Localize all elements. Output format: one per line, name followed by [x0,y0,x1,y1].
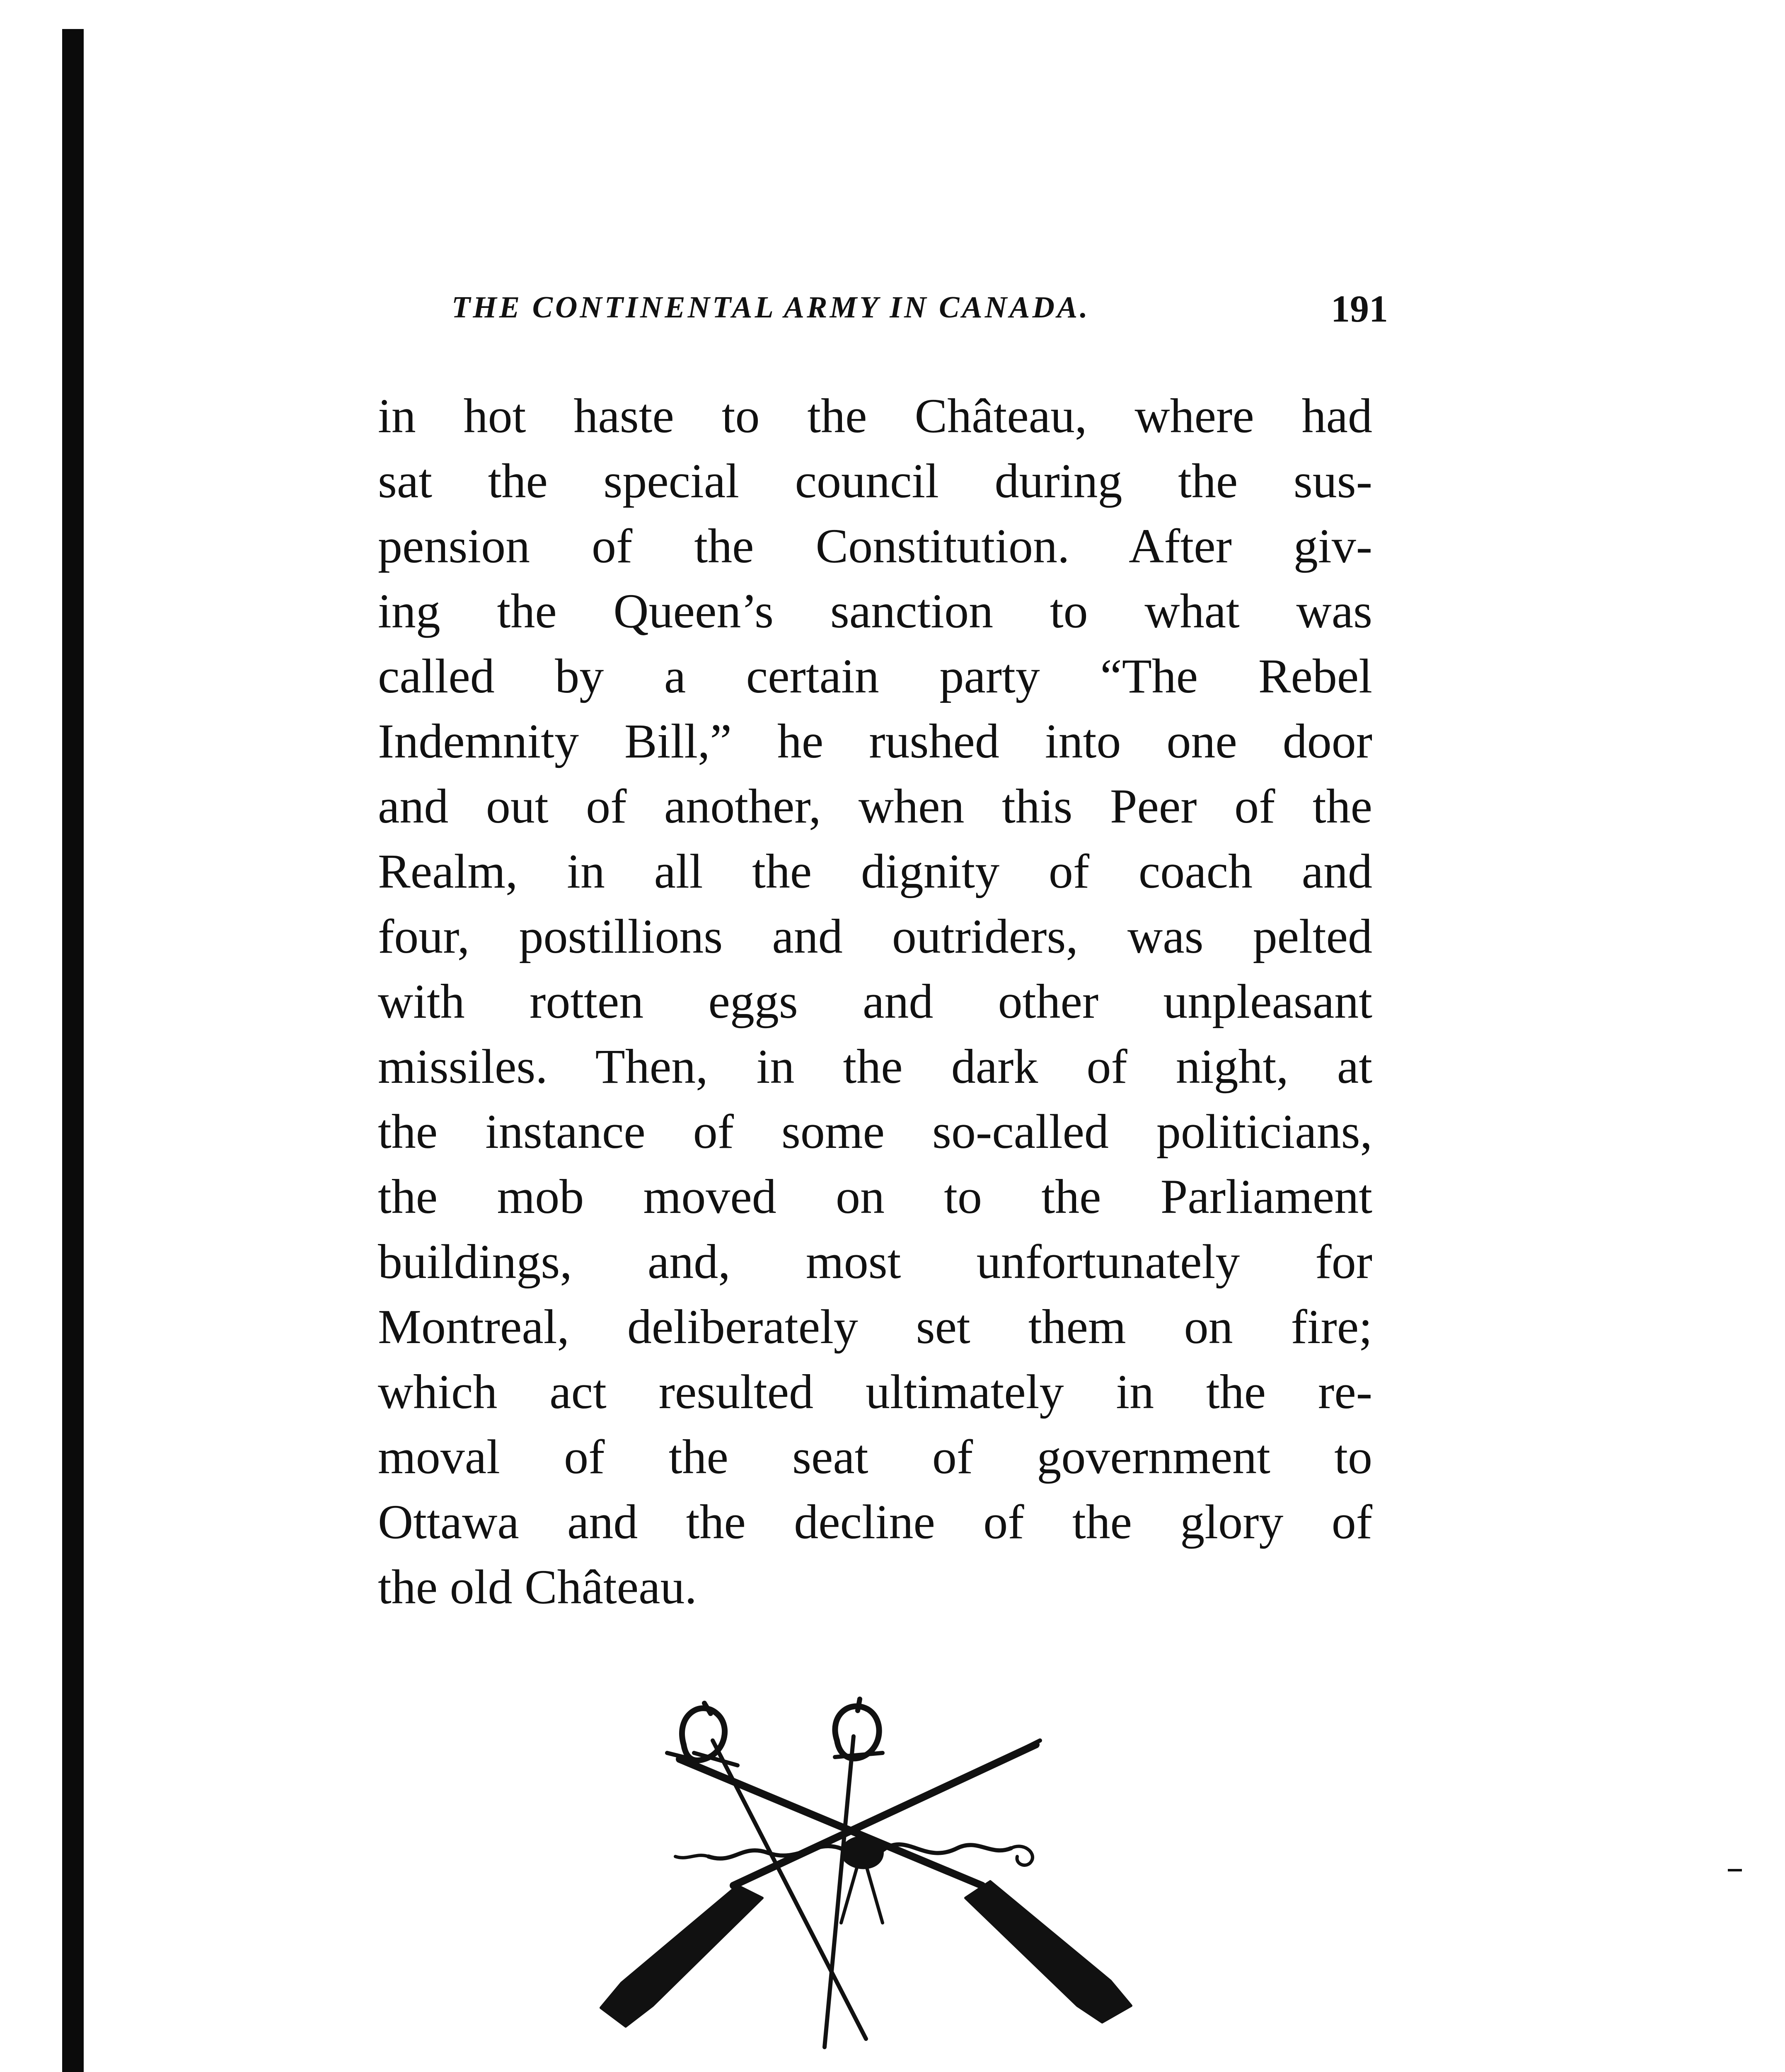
text-line: the old Château. [378,1560,697,1614]
body-text [378,383,1372,1619]
text-line: buildings, and, most unfortunately for [378,1234,1372,1289]
text-line: and out of another, when this Peer of the [378,779,1372,833]
crossed-muskets-and-swords-icon [593,1691,1144,2064]
text-line: with rotten eggs and other unpleasant [378,974,1372,1029]
scan-speck [1728,1869,1742,1871]
text-line: Indemnity Bill,” he rushed into one door [378,714,1372,768]
text-line: the instance of some so-called politicians, [378,1104,1372,1159]
text-line: pension of the Constitution. After giv- [378,519,1372,573]
scanned-binding-edge [62,29,84,2072]
text-line: Ottawa and the decline of the glory of [378,1495,1372,1549]
text-line: the mob moved on to the Parliament [378,1169,1372,1224]
text-line: Montreal, deliberately set them on fire; [378,1300,1372,1354]
text-line: moval of the seat of government to [378,1430,1372,1484]
text-line: missiles. Then, in the dark of night, at [378,1039,1372,1094]
text-line: which act resulted ultimately in the re- [378,1365,1372,1419]
text-line: four, postillions and outriders, was pelted [378,909,1372,963]
page-number: 191 [1331,288,1388,330]
text-line: ing the Queen’s sanction to what was [378,584,1372,638]
text-line: Realm, in all the dignity of coach and [378,844,1372,898]
running-head-title: THE CONTINENTAL ARMY IN CANADA. [452,290,1090,324]
text-line: sat the special council during the sus- [378,454,1372,508]
running-head [452,290,1388,336]
text-line: called by a certain party “The Rebel [378,649,1372,703]
text-line: in hot haste to the Château, where had [378,389,1372,443]
